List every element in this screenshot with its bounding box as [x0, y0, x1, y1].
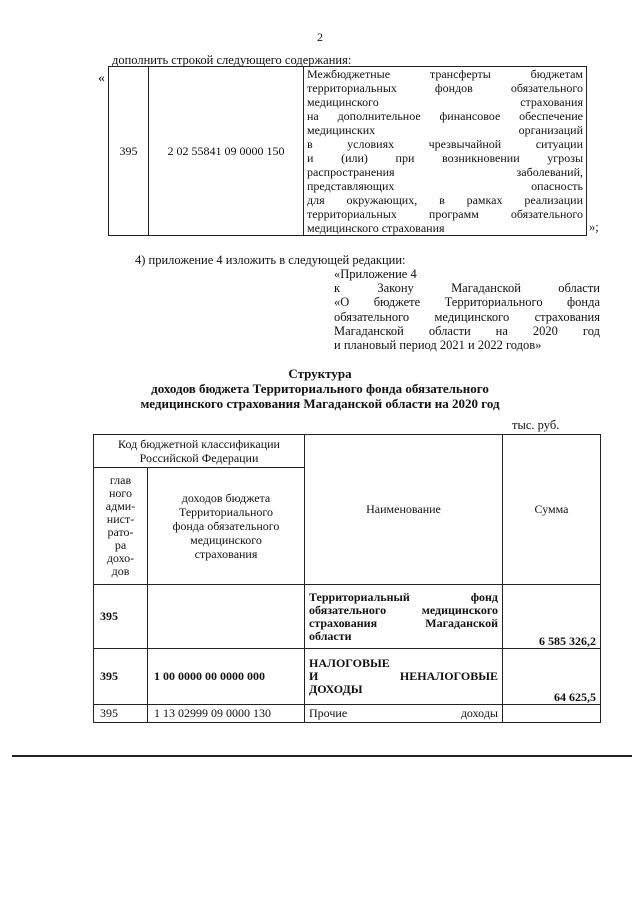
row-name [305, 705, 503, 723]
amendment-name-line: медицинского страхования [307, 95, 583, 109]
appendix-line: Магаданской области на 2020 год [334, 323, 600, 338]
structure-title-line: Структура [288, 366, 352, 381]
amendment-name-line: в условиях чрезвычайной ситуации [307, 137, 583, 151]
sum-header: Сумма [503, 435, 601, 585]
row-name [305, 585, 503, 649]
income-header-line: доходов бюджета [181, 491, 271, 505]
amendment-name-line: на дополнительное финансовое обеспечение [307, 109, 583, 123]
row-income-code: 1 13 02999 09 0000 130 [148, 705, 305, 723]
admin-header-line: глав [109, 473, 132, 487]
classification-header-line: Код бюджетной классификации [118, 437, 280, 451]
structure-title-line: доходов бюджета Территориального фонда обязательного [151, 381, 489, 396]
item-4-text: 4) приложение 4 изложить в следующей редакции: [135, 253, 406, 267]
amendment-name-line: для окружающих, в рамках реализации [307, 193, 583, 207]
row-sum: 6 585 326,2 [503, 585, 601, 649]
page-divider [12, 755, 632, 757]
admin-header-line: рато- [107, 525, 134, 539]
row-name-line: страхования Магаданской [309, 615, 498, 630]
admin-header-line: дов [111, 564, 130, 578]
structure-title-line: медицинского страхования Магаданской области на 2020 год [140, 396, 500, 411]
row-income-code [148, 585, 305, 649]
row-admin-code: 395 [94, 585, 148, 649]
intro-text: дополнить строкой следующего содержания: [112, 53, 352, 67]
amendment-name [304, 67, 587, 236]
row-income-code: 1 00 0000 00 0000 000 [148, 649, 305, 705]
income-header-line: страхования [194, 547, 258, 561]
appendix-line: к Закону Магаданской области [334, 281, 600, 296]
row-name-line: ДОХОДЫ [309, 682, 363, 696]
admin-header-line: адми- [105, 499, 136, 513]
classification-header-line: Российской Федерации [139, 451, 259, 465]
income-header-line: фонда обязательного [172, 519, 280, 533]
income-header [148, 468, 305, 585]
admin-header-line: ра [114, 538, 127, 552]
amendment-name-line: территориальных фондов обязательного [307, 81, 583, 95]
row-name-line: обязательного медицинского [309, 602, 498, 617]
admin-header-line: нист- [106, 512, 135, 526]
amendment-name-line: представляющих опасность [307, 179, 583, 193]
table-row [94, 705, 601, 723]
row-admin-code: 395 [94, 705, 148, 723]
name-header: Наименование [305, 435, 503, 585]
admin-header-line: ного [108, 486, 133, 500]
structure-title [0, 366, 640, 411]
amendment-name-line: территориальных программ обязательного [307, 207, 583, 221]
row-name [305, 649, 503, 705]
amendment-name-line: и (или) при возникновении угрозы [307, 151, 583, 165]
appendix-line: «Приложение 4 [334, 267, 417, 281]
amendment-name-line: медицинских организаций [307, 123, 583, 137]
amendment-table [108, 66, 587, 236]
appendix-heading [334, 267, 600, 352]
income-header-line: медицинского [190, 533, 262, 547]
row-name-line: Территориальный фонд [309, 589, 498, 604]
appendix-line: «О бюджете Территориального фонда [334, 295, 600, 310]
amendment-income-code: 2 02 55841 09 0000 150 [149, 67, 304, 236]
classification-header [94, 435, 305, 468]
revenue-table [93, 434, 601, 723]
row-sum: 64 625,5 [503, 649, 601, 705]
amendment-name-line: распространения заболеваний, [307, 165, 583, 179]
table-row [94, 585, 601, 649]
row-name-line: области [309, 628, 352, 643]
admin-header [94, 468, 148, 585]
appendix-line: и плановый период 2021 и 2022 годов» [334, 338, 542, 353]
appendix-line: обязательного медицинского страхования [334, 309, 600, 324]
table-header-row [94, 435, 601, 468]
row-name-line: Прочие доходы [309, 706, 498, 720]
amendment-row [109, 67, 587, 236]
units-label: тыс. руб. [512, 418, 560, 432]
admin-header-line: дохо- [106, 551, 135, 565]
page-number: 2 [317, 30, 323, 44]
income-header-line: Территориального [178, 505, 274, 519]
row-sum [503, 705, 601, 723]
row-name-line: НАЛОГОВЫЕ [309, 656, 390, 670]
closing-quote: »; [589, 220, 599, 234]
table-row [94, 649, 601, 705]
row-name-line: И НЕНАЛОГОВЫЕ [309, 669, 498, 683]
amendment-name-line: медицинского страхования [307, 221, 445, 235]
amendment-name-line: Межбюджетные трансферты бюджетам [307, 67, 583, 81]
row-admin-code: 395 [94, 649, 148, 705]
opening-quote: « [98, 71, 105, 86]
amendment-admin-code: 395 [109, 67, 149, 236]
